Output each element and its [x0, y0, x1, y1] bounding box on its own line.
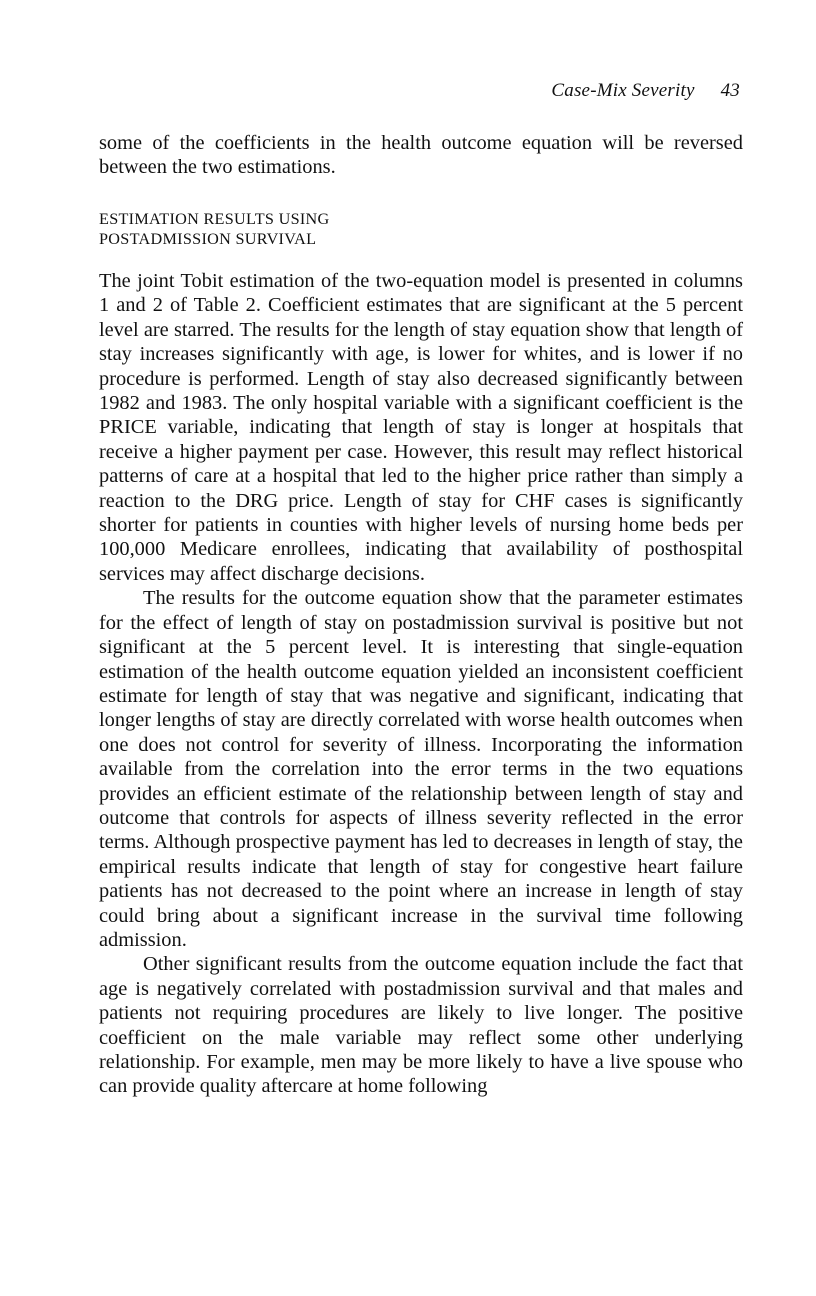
paragraph-2: The results for the outcome equation show that the parameter estimates for the effect of length of stay on postadmission survival is positive but not significant at the 5 percent level. It is interesting that single-equation estimation of the health outcome equation yielded an inconsistent coefficient estimate for length of stay that was negative and significant, indicating that longer lengths of stay are directly correlated with worse health outcomes when one does not control for severity of illness. Incorporating the information available from the correlation into the error terms in the two equations provides an efficient estimate of the relationship between length of stay and outcome that controls for aspects of illness severity reflected in the error terms. Although prospective payment has led to decreases in length of stay, the empirical results indicate that length of stay for congestive heart failure patients has not decreased to the point where an increase in length of stay could bring about a significant increase in the survival time following admission. — [99, 587, 743, 951]
section-heading-line-2: POSTADMISSION SURVIVAL — [99, 230, 317, 248]
paragraph-3: Other significant results from the outcome equation include the fact that age is negatively correlated with postadmission survival and that males and patients not requiring procedures are likely to live longer. The positive coefficient on the male variable may reflect some other underlying relationship. For example, men may be more likely to have a live spouse who can provide quality aftercare at home following — [99, 953, 743, 1098]
section-heading — [99, 209, 499, 249]
page-number: 43 — [720, 80, 740, 101]
continuation-paragraph: some of the coefficients in the health outcome equation will be reversed between the two estimations. — [99, 132, 743, 179]
running-head — [551, 80, 740, 102]
continuation-text-block — [99, 131, 743, 180]
running-title: Case-Mix Severity — [551, 80, 695, 101]
section-heading-line-1: ESTIMATION RESULTS USING — [99, 210, 330, 228]
body-text — [99, 269, 743, 1099]
paragraph-1: The joint Tobit estimation of the two-equation model is presented in columns 1 and 2 of Table 2. Coefficient estimates that are significant at the 5 percent level are starred. The results for the length of stay equation show that length of stay increases significantly with age, is lower for whites, and is lower if no procedure is performed. Length of stay also decreased significantly between 1982 and 1983. The only hospital variable with a significant coefficient is the PRICE variable, indicating that length of stay is longer at hospitals that receive a higher payment per case. However, this result may reflect historical patterns of care at a hospital that led to the higher price rather than simply a reaction to the DRG price. Length of stay for CHF cases is significantly shorter for patients in counties with higher levels of nursing home beds per 100,000 Medicare enrollees, indicating that availability of posthospital services may affect discharge decisions. — [99, 270, 743, 585]
